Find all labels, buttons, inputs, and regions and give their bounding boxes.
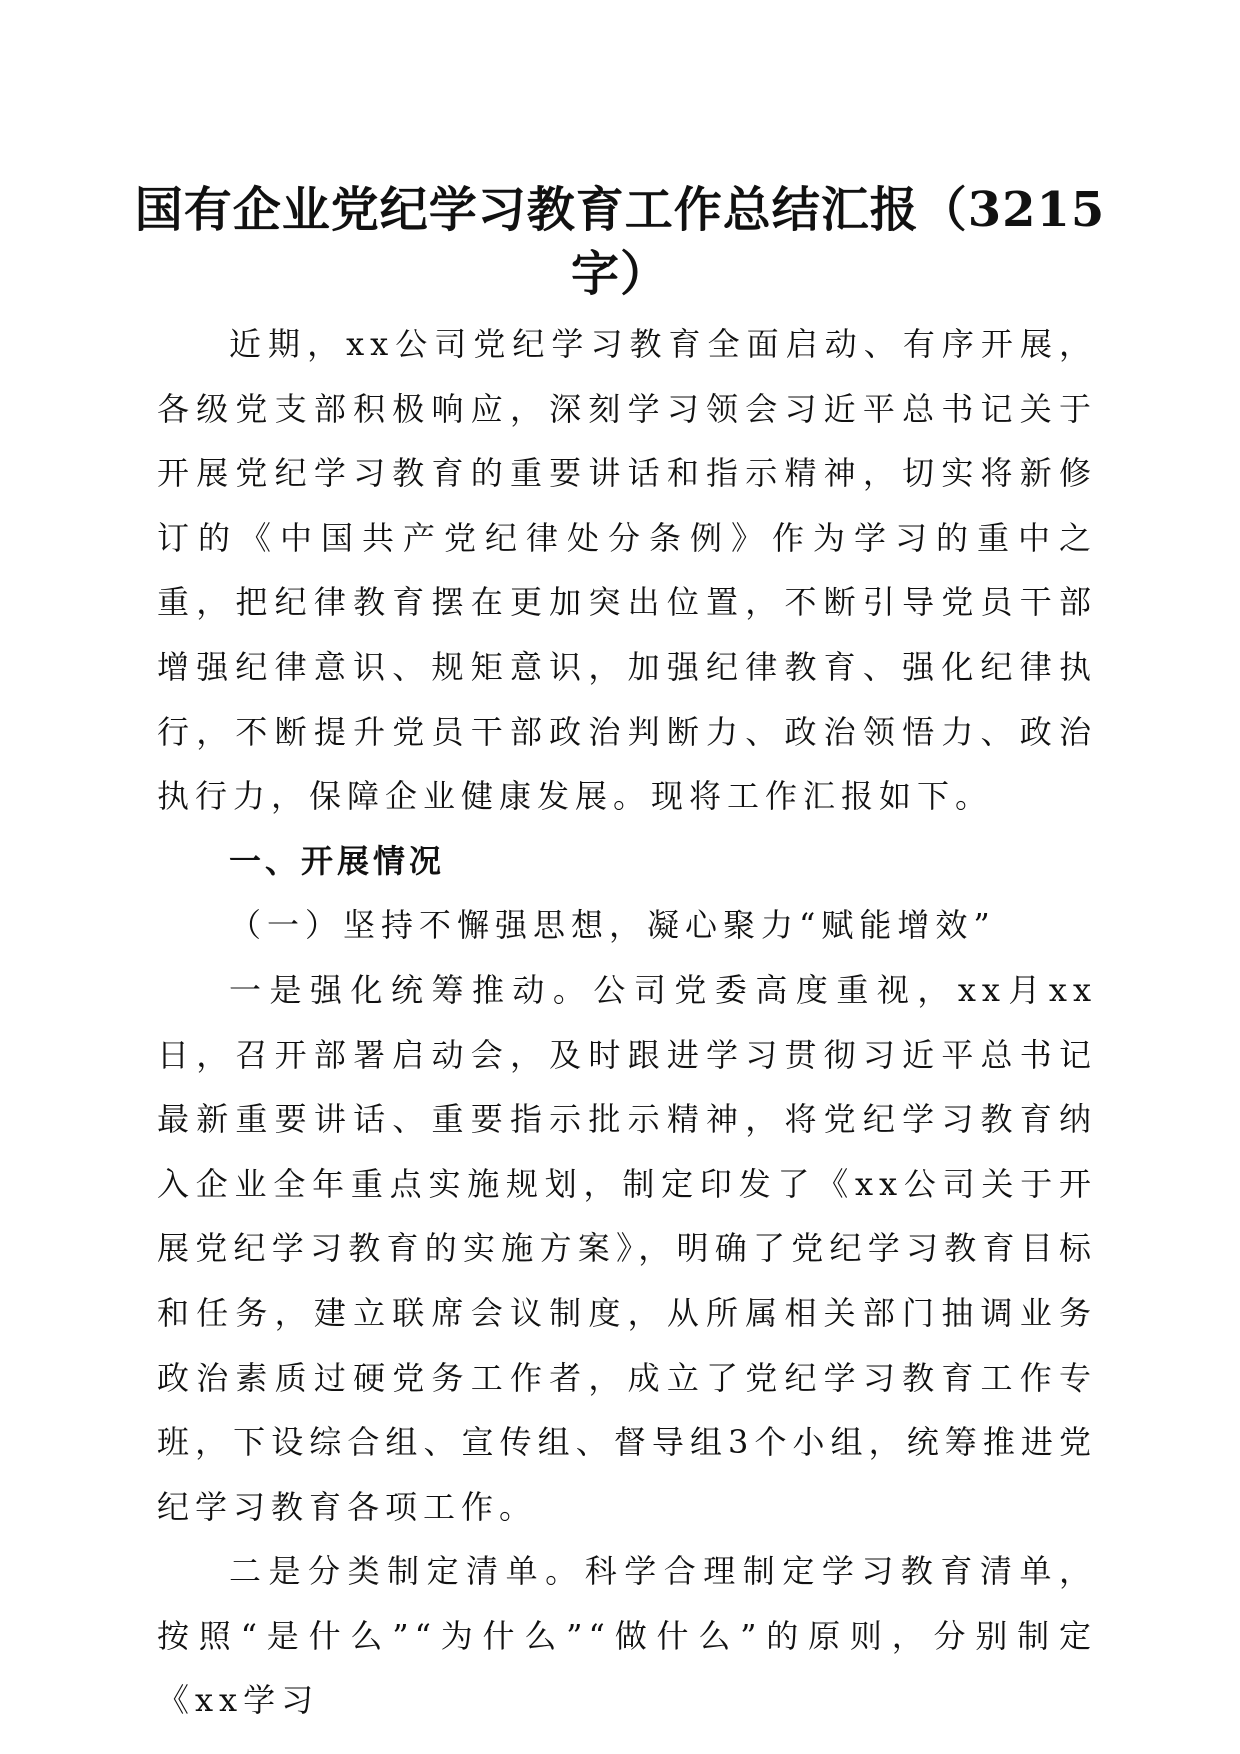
paragraph-checklist: 二是分类制定清单。科学合理制定学习教育清单，按照“是什么”“为什么”“做什么”的原则，分别制定《xx学习 — [157, 1552, 1097, 1720]
document-title: 国有企业党纪学习教育工作总结汇报（3215字） — [134, 182, 1106, 302]
paragraph-coordination: 一是强化统筹推动。公司党委高度重视，xx月xx日，召开部署启动会，及时跟进学习贯彻习近平总书记最新重要讲话、重要指示批示精神，将党纪学习教育纳入企业全年重点实施规划，制定印发了《xx公司关于开展党纪学习教育的实施方案》，明确了党纪学习教育目标和任务，建立联席会议制度，从所属相关部门抽调业务政治素质过硬党务工作者，成立了党纪学习教育工作专班，下设综合组、宣传组、督导组3个小组，统筹推进党纪学习教育各项工作。 — [157, 970, 1097, 1526]
section-heading-1: 一、开展情况 — [229, 841, 446, 880]
subsection-heading-1: （一）坚持不懈强思想，凝心聚力“赋能增效” — [229, 906, 996, 945]
document-body — [157, 312, 1097, 1733]
intro-paragraph: 近期，xx公司党纪学习教育全面启动、有序开展，各级党支部积极响应，深刻学习领会习近平总书记关于开展党纪学习教育的重要讲话和指示精神，切实将新修订的《中国共产党纪律处分条例》作为学习的重中之重，把纪律教育摆在更加突出位置，不断引导党员干部增强纪律意识、规矩意识，加强纪律教育、强化纪律执行，不断提升党员干部政治判断力、政治领悟力、政治执行力，保障企业健康发展。现将工作汇报如下。 — [157, 325, 1097, 816]
